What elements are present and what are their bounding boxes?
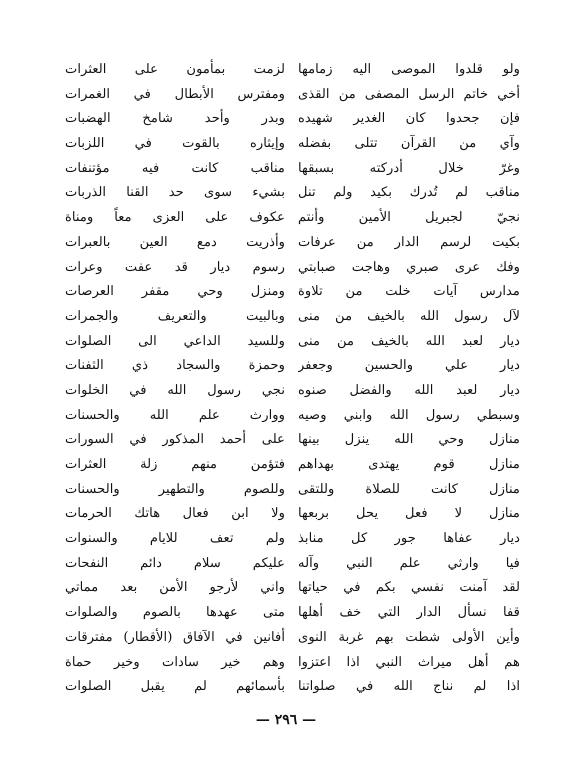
poem-left-column <box>65 58 285 700</box>
verse-line: ديار لعبد الله والفضل صنوه <box>298 382 520 398</box>
verse-line: منازل قوم يهتدى بهداهم <box>298 457 520 472</box>
verse-line: وغرّ خلال أدركته بسبقها <box>298 160 520 176</box>
verse-line: وبالبيت والتعريف والجمرات <box>65 308 285 324</box>
verse-line: وللسيد الداعي الى الصلوات <box>65 333 285 349</box>
verse-line: ديار عفاها جور كل منابذ <box>298 531 520 547</box>
verse-line: رسوم ديار قد عفت وعرات <box>65 259 285 275</box>
verse-line: منازل وحي الله ينزل بينها <box>298 432 520 448</box>
verse-line: مناقب كانت فيه مؤتنفات <box>65 160 285 176</box>
verse-line: ولو قلدوا الموصى اليه زمامها <box>298 62 520 77</box>
verse-line: على أحمد المذكور في السورات <box>65 432 285 448</box>
verse-line: ديار علي والحسين وجعفر <box>298 358 520 374</box>
verse-line: وسبطي رسول الله وابني وصيه <box>298 407 520 423</box>
verse-line: منازل لا فعل يحل بربعها <box>298 506 520 522</box>
verse-line: منازل كانت للصلاة وللتقى <box>298 481 520 497</box>
verse-line: وفك عرى صبري وهاجت صبابتي <box>298 259 520 275</box>
verse-line: ومنزل وحي مقفر العرصات <box>65 284 285 300</box>
verse-line: وأذريت دمع العين بالعبرات <box>65 234 285 250</box>
verse-line: ولم تعف للايام والسنوات <box>65 531 285 547</box>
verse-line: لآل رسول الله بالخيف من منى <box>298 308 520 324</box>
verse-line: نجي رسول الله في الخلوات <box>65 382 285 398</box>
verse-line: بأسمائهم لم يقبل الصلوات <box>65 679 285 695</box>
verse-line: فإن جحدوا كان الغدير شهيده <box>298 111 520 127</box>
verse-line: أفانين في الآفاق (الأقطار) مفترقات <box>65 629 285 645</box>
verse-line: بشيء سوى حد القنا الذربات <box>65 185 285 201</box>
verse-line: وبدر وأحد شامخ الهضبات <box>65 111 285 127</box>
verse-line: لزمت بمأمون على العثرات <box>65 62 285 77</box>
verse-line: لقد آمنت نفسي بكم في حياتها <box>298 580 520 596</box>
verse-line: ووارث علم الله والحسنات <box>65 407 285 423</box>
verse-line: بكيت لرسم الدار من عرفات <box>298 234 520 250</box>
verse-line: قفا نسأل الدار التي خف أهلها <box>298 605 520 621</box>
verse-line: هم أهل ميراث النبي اذا اعتزوا <box>298 654 520 670</box>
verse-line: أخي خاتم الرسل المصفى من القذى <box>298 86 520 102</box>
verse-line: وللصوم والتطهير والحسنات <box>65 481 285 497</box>
verse-line: عكوف على العزى معاً ومناة <box>65 210 285 226</box>
poem-right-column <box>298 58 520 700</box>
verse-line: عليكم سلام دائم النفحات <box>65 555 285 571</box>
verse-line: فتؤمن منهم زلة العثرات <box>65 457 285 472</box>
verse-line: وأين الأولى شطت بهم غربة النوى <box>298 629 520 645</box>
verse-line: فيا وارثي علم النبي وآله <box>298 555 520 571</box>
verse-line: مدارس آيات خلت من تلاوة <box>298 284 520 300</box>
verse-line: متى عهدها بالصوم والصلوات <box>65 605 285 621</box>
verse-line: مناقب لم تُدرك بكيد ولم تنل <box>298 185 520 201</box>
verse-line: اذا لم نناج الله في صلواتنا <box>298 679 520 695</box>
verse-line: وحمزة والسجاد ذي الثفنات <box>65 358 285 374</box>
verse-line: وهم خير سادات وخير حماة <box>65 654 285 670</box>
verse-line: ديار لعبد الله بالخيف من منى <box>298 333 520 349</box>
verse-line: ولا ابن فعال هاتك الحرمات <box>65 506 285 522</box>
verse-line: وآي من القرآن تتلى بفضله <box>298 136 520 152</box>
verse-line: وإيثاره بالقوت في اللزبات <box>65 136 285 152</box>
verse-line: واني لأرجو الأمن بعد مماتي <box>65 580 285 596</box>
page-number: — ٢٩٦ — <box>255 712 317 728</box>
verse-line: نجيّ لجبريل الأمين وأنتم <box>298 210 520 226</box>
verse-line: ومفترس الأبطال في الغمرات <box>65 86 285 102</box>
